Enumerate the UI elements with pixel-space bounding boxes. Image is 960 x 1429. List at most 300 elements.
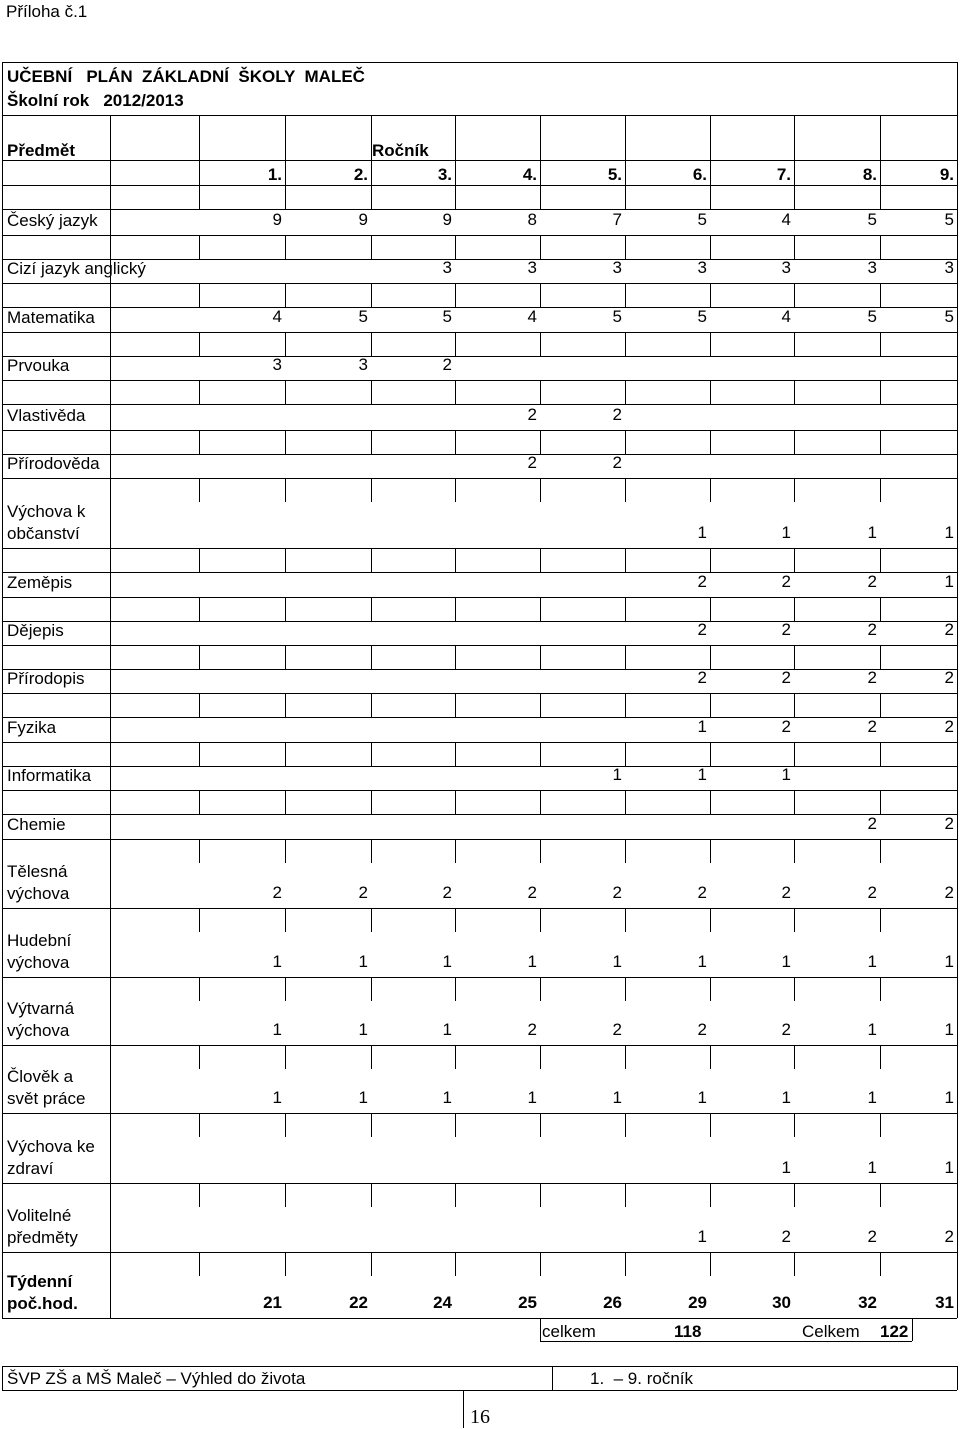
grid-line [540, 185, 541, 209]
subject-name: Hudební [7, 931, 72, 950]
grid-line [957, 62, 958, 1318]
hours-value: 1 [781, 1158, 791, 1177]
grid-line [880, 645, 881, 669]
hours-value: 1 [612, 1088, 622, 1107]
grid-line [2, 766, 957, 767]
grid-line [880, 430, 881, 454]
grid-line [540, 283, 541, 307]
hours-value: 1 [358, 952, 368, 971]
grade-number: 5. [607, 165, 622, 184]
grid-line [625, 977, 626, 1001]
hours-value: 1 [697, 765, 707, 784]
grid-line [2, 307, 957, 308]
grid-line [625, 478, 626, 502]
grid-line [794, 332, 795, 356]
subject-name: poč.hod. [7, 1294, 78, 1313]
grid-line [371, 430, 372, 454]
grade-number: 3. [437, 165, 452, 184]
grid-line [710, 548, 711, 572]
grid-line [794, 1113, 795, 1137]
hours-value: 2 [697, 572, 707, 591]
grid-line [794, 742, 795, 766]
grid-line [2, 693, 957, 694]
grid-line [2, 977, 957, 978]
grid-line [794, 1183, 795, 1207]
hours-value: 1 [697, 523, 707, 542]
grid-line [794, 645, 795, 669]
grid-line [455, 1183, 456, 1207]
grid-line [794, 185, 795, 209]
hours-value: 2 [781, 572, 791, 591]
hours-value: 3 [867, 258, 877, 277]
hours-value: 26 [603, 1293, 622, 1312]
hours-value: 3 [944, 258, 954, 277]
grid-line [880, 1045, 881, 1069]
grid-line [371, 380, 372, 404]
hours-value: 30 [772, 1293, 791, 1312]
grid-line [2, 1045, 957, 1046]
subject-name: Přírodopis [7, 669, 85, 688]
grid-line [540, 478, 541, 502]
hours-value: 8 [527, 210, 537, 229]
hours-value: 5 [867, 210, 877, 229]
grid-line [625, 380, 626, 404]
grid-line [710, 185, 711, 209]
hours-value: 1 [697, 1088, 707, 1107]
grid-line [2, 1318, 957, 1319]
grid-line [199, 380, 200, 404]
grid-line [285, 742, 286, 766]
hours-value: 9 [358, 210, 368, 229]
grid-line [455, 977, 456, 1001]
grid-line [794, 1252, 795, 1276]
grid-line [880, 548, 881, 572]
grid-line [455, 115, 456, 185]
grid-line [371, 908, 372, 932]
hours-value: 5 [867, 307, 877, 326]
grid-line [880, 790, 881, 814]
grid-line [371, 548, 372, 572]
document-title: UČEBNÍ PLÁN ZÁKLADNÍ ŠKOLY MALEČ [7, 67, 365, 86]
hours-value: 1 [527, 952, 537, 971]
grid-line [199, 1183, 200, 1207]
hours-value: 1 [442, 1020, 452, 1039]
grid-line [455, 790, 456, 814]
hours-value: 1 [944, 572, 954, 591]
subject-name: výchova [7, 884, 70, 903]
hours-value: 2 [781, 1020, 791, 1039]
hours-value: 2 [867, 620, 877, 639]
hours-value: 2 [527, 453, 537, 472]
grid-line [2, 1113, 957, 1114]
hours-value: 2 [442, 883, 452, 902]
grid-line [2, 814, 957, 815]
hours-value: 1 [781, 523, 791, 542]
hours-value: 2 [527, 405, 537, 424]
grid-line [455, 235, 456, 259]
hours-value: 32 [858, 1293, 877, 1312]
grid-line [794, 908, 795, 932]
subject-name: Zeměpis [7, 573, 73, 592]
grid-line [455, 908, 456, 932]
grid-line [794, 478, 795, 502]
grid-line [540, 597, 541, 621]
grid-line [285, 1113, 286, 1137]
hours-value: 1 [612, 765, 622, 784]
hours-value: 21 [263, 1293, 282, 1312]
grade-header: Ročník [372, 141, 429, 160]
grid-line [455, 478, 456, 502]
grid-line [957, 1366, 958, 1390]
grid-line [285, 1252, 286, 1276]
subject-name: Výtvarná [7, 999, 75, 1018]
grid-line [455, 430, 456, 454]
subject-name: Vlastivěda [7, 406, 86, 425]
hours-value: 1 [781, 765, 791, 784]
hours-value: 5 [358, 307, 368, 326]
summary-label-2: Celkem [802, 1322, 860, 1341]
grid-line [710, 839, 711, 863]
grid-line [794, 1045, 795, 1069]
grid-line [912, 1318, 913, 1341]
subject-name: Informatika [7, 766, 92, 785]
grid-line [540, 908, 541, 932]
footer-grade-range: 1. – 9. ročník [590, 1369, 693, 1388]
hours-value: 1 [944, 952, 954, 971]
subject-name: výchova [7, 1021, 70, 1040]
grid-line [285, 597, 286, 621]
grid-line [880, 115, 881, 185]
grid-line [2, 332, 957, 333]
hours-value: 2 [944, 1227, 954, 1246]
grid-line [2, 669, 957, 670]
grid-line [625, 235, 626, 259]
grid-line [880, 977, 881, 1001]
grid-line [625, 115, 626, 185]
grid-line [2, 62, 3, 1318]
grid-line [455, 645, 456, 669]
grid-line [199, 693, 200, 717]
hours-value: 2 [867, 572, 877, 591]
grade-number: 7. [776, 165, 791, 184]
hours-value: 3 [612, 258, 622, 277]
hours-value: 1 [272, 1020, 282, 1039]
grid-line [463, 1390, 464, 1428]
grid-line [199, 332, 200, 356]
grid-line [199, 430, 200, 454]
hours-value: 9 [272, 210, 282, 229]
grid-line [2, 235, 957, 236]
subject-name: Chemie [7, 815, 66, 834]
grid-line [285, 283, 286, 307]
page-number: 16 [470, 1406, 490, 1428]
hours-value: 2 [781, 883, 791, 902]
summary-label-1: celkem [542, 1322, 596, 1341]
grid-line [455, 548, 456, 572]
grid-line [2, 1183, 957, 1184]
hours-value: 25 [518, 1293, 537, 1312]
hours-value: 4 [781, 307, 791, 326]
hours-value: 2 [612, 405, 622, 424]
hours-value: 4 [527, 307, 537, 326]
grid-line [371, 790, 372, 814]
grid-line [285, 1183, 286, 1207]
grid-line [710, 115, 711, 185]
grid-line [2, 115, 957, 116]
subject-name: Výchova k [7, 502, 86, 521]
grid-line [540, 332, 541, 356]
hours-value: 1 [697, 1227, 707, 1246]
grid-line [625, 790, 626, 814]
grid-line [199, 185, 200, 209]
grid-line [540, 742, 541, 766]
grid-line [285, 478, 286, 502]
grid-line [371, 1183, 372, 1207]
grid-line [794, 283, 795, 307]
grid-line [880, 839, 881, 863]
hours-value: 1 [442, 952, 452, 971]
grid-line [625, 742, 626, 766]
hours-value: 2 [697, 1020, 707, 1039]
hours-value: 1 [867, 1088, 877, 1107]
grid-line [710, 478, 711, 502]
hours-value: 1 [527, 1088, 537, 1107]
hours-value: 1 [697, 952, 707, 971]
grid-line [371, 1113, 372, 1137]
footer-school-program: ŠVP ZŠ a MŠ Maleč – Výhled do života [7, 1369, 306, 1388]
grid-line [455, 283, 456, 307]
grid-line [455, 1252, 456, 1276]
grid-line [710, 283, 711, 307]
hours-value: 1 [867, 523, 877, 542]
hours-value: 1 [944, 1020, 954, 1039]
grid-line [2, 454, 957, 455]
grid-line [455, 839, 456, 863]
grid-line [2, 404, 957, 405]
grid-line [2, 209, 957, 210]
grid-line [110, 115, 111, 185]
grid-line [710, 1113, 711, 1137]
grid-line [371, 742, 372, 766]
hours-value: 1 [358, 1088, 368, 1107]
hours-value: 1 [358, 1020, 368, 1039]
hours-value: 1 [697, 717, 707, 736]
grid-line [2, 62, 957, 63]
grid-line [794, 430, 795, 454]
grid-line [455, 597, 456, 621]
grid-line [710, 235, 711, 259]
grid-line [2, 717, 957, 718]
subject-name: předměty [7, 1228, 78, 1247]
grid-line [540, 977, 541, 1001]
subject-name: Fyzika [7, 718, 57, 737]
grid-line [371, 235, 372, 259]
grid-line [880, 380, 881, 404]
grid-line [285, 977, 286, 1001]
hours-value: 2 [781, 620, 791, 639]
grid-line [625, 1183, 626, 1207]
grid-line [540, 645, 541, 669]
hours-value: 2 [781, 668, 791, 687]
grid-line [199, 478, 200, 502]
hours-value: 2 [442, 355, 452, 374]
grid-line [540, 1045, 541, 1069]
subject-name: Prvouka [7, 356, 70, 375]
grid-line [2, 1390, 957, 1391]
grid-line [625, 430, 626, 454]
hours-value: 2 [697, 883, 707, 902]
grid-line [540, 380, 541, 404]
grid-line [455, 1045, 456, 1069]
grid-line [880, 478, 881, 502]
grid-line [625, 332, 626, 356]
grid-line [371, 597, 372, 621]
subject-name: zdraví [7, 1159, 54, 1178]
grid-line [880, 1252, 881, 1276]
hours-value: 4 [781, 210, 791, 229]
grid-line [880, 235, 881, 259]
hours-value: 1 [867, 952, 877, 971]
grid-line [199, 597, 200, 621]
grid-line [2, 839, 957, 840]
grid-line [110, 185, 111, 1318]
hours-value: 5 [442, 307, 452, 326]
grid-line [199, 1252, 200, 1276]
grid-line [625, 548, 626, 572]
grid-line [794, 115, 795, 185]
hours-value: 3 [527, 258, 537, 277]
hours-value: 1 [867, 1158, 877, 1177]
grid-line [880, 908, 881, 932]
attachment-label: Příloha č.1 [6, 2, 88, 21]
grid-line [880, 283, 881, 307]
hours-value: 5 [944, 210, 954, 229]
grid-line [710, 645, 711, 669]
grid-line [2, 908, 957, 909]
hours-value: 1 [944, 1158, 954, 1177]
grid-line [199, 839, 200, 863]
grid-line [2, 1366, 3, 1390]
grid-line [625, 908, 626, 932]
hours-value: 2 [272, 883, 282, 902]
hours-value: 2 [697, 668, 707, 687]
grid-line [371, 645, 372, 669]
grid-line [880, 1183, 881, 1207]
hours-value: 2 [944, 883, 954, 902]
hours-value: 2 [612, 1020, 622, 1039]
grid-line [625, 1252, 626, 1276]
grid-line [371, 693, 372, 717]
grade-number: 4. [522, 165, 537, 184]
grade-number: 2. [353, 165, 368, 184]
hours-value: 5 [612, 307, 622, 326]
hours-value: 2 [944, 668, 954, 687]
hours-value: 5 [697, 307, 707, 326]
grid-line [625, 693, 626, 717]
grid-line [552, 1366, 553, 1390]
grid-line [2, 1366, 957, 1367]
hours-value: 2 [527, 883, 537, 902]
summary-value-2: 122 [880, 1322, 909, 1341]
grid-line [880, 332, 881, 356]
grid-line [371, 185, 372, 209]
hours-value: 29 [688, 1293, 707, 1312]
hours-value: 1 [944, 1088, 954, 1107]
grid-line [371, 977, 372, 1001]
hours-value: 2 [781, 1227, 791, 1246]
grid-line [285, 185, 286, 209]
hours-value: 1 [272, 952, 282, 971]
grid-line [2, 356, 957, 357]
grid-line [199, 1045, 200, 1069]
hours-value: 1 [612, 952, 622, 971]
grid-line [2, 742, 957, 743]
grid-line [794, 839, 795, 863]
hours-value: 4 [272, 307, 282, 326]
grid-line [625, 1113, 626, 1137]
hours-value: 1 [442, 1088, 452, 1107]
hours-value: 2 [944, 620, 954, 639]
grid-line [710, 977, 711, 1001]
grid-line [455, 185, 456, 209]
grid-line [540, 235, 541, 259]
hours-value: 3 [272, 355, 282, 374]
grid-line [199, 1113, 200, 1137]
grid-line [880, 597, 881, 621]
grid-line [371, 1045, 372, 1069]
grid-line [625, 839, 626, 863]
grid-line [794, 548, 795, 572]
grid-line [455, 380, 456, 404]
grid-line [199, 283, 200, 307]
hours-value: 2 [527, 1020, 537, 1039]
grid-line [540, 693, 541, 717]
grid-line [2, 621, 957, 622]
hours-value: 2 [867, 668, 877, 687]
subject-name: Týdenní [7, 1272, 73, 1291]
grid-line [794, 790, 795, 814]
grid-line [2, 645, 957, 646]
grid-line [710, 430, 711, 454]
grid-line [540, 115, 541, 185]
grid-line [540, 1113, 541, 1137]
grid-line [455, 1113, 456, 1137]
hours-value: 2 [612, 453, 622, 472]
grid-line [2, 597, 957, 598]
hours-value: 5 [697, 210, 707, 229]
grid-line [794, 380, 795, 404]
subject-name: Český jazyk [7, 211, 98, 230]
subject-name: Výchova ke [7, 1137, 95, 1156]
hours-value: 5 [944, 307, 954, 326]
grid-line [199, 115, 200, 185]
grid-line [540, 1252, 541, 1276]
subject-name: Tělesná [7, 862, 68, 881]
grade-number: 9. [939, 165, 954, 184]
grid-line [540, 839, 541, 863]
grid-line [285, 380, 286, 404]
grid-line [625, 1045, 626, 1069]
grade-number: 1. [267, 165, 282, 184]
subject-name: Volitelné [7, 1206, 72, 1225]
grid-line [710, 908, 711, 932]
hours-value: 2 [612, 883, 622, 902]
hours-value: 9 [442, 210, 452, 229]
grid-line [371, 283, 372, 307]
grid-line [285, 548, 286, 572]
grid-line [285, 430, 286, 454]
grid-line [540, 790, 541, 814]
